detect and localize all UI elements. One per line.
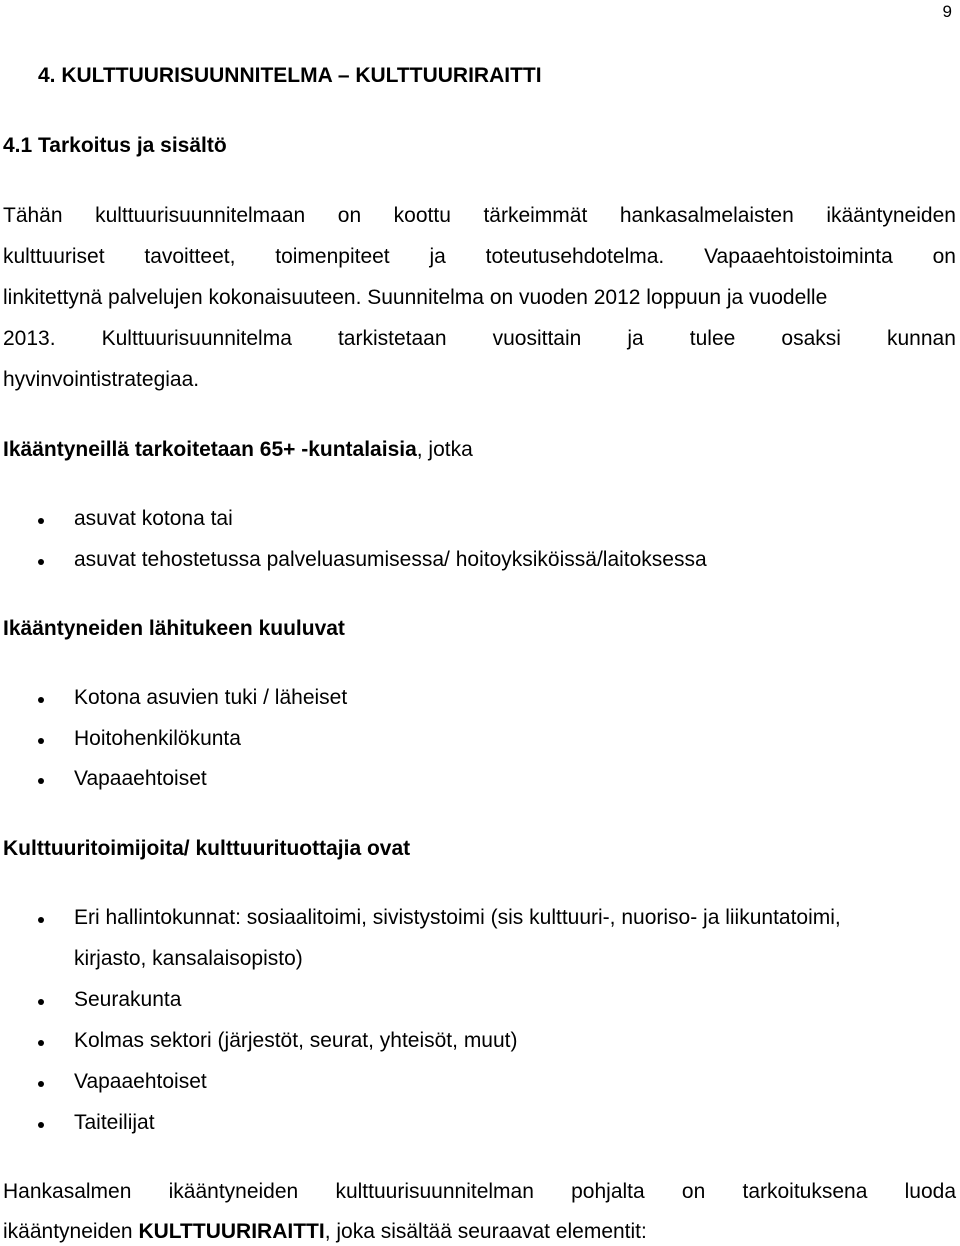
- intro-line-5: hyvinvointistrategiaa.: [3, 368, 200, 391]
- word: ikääntyneiden: [168, 1180, 299, 1203]
- list-item-text: Hoitohenkilökunta: [74, 727, 241, 750]
- bullet-icon: [38, 999, 44, 1005]
- word: 2013.: [3, 327, 56, 350]
- list-item-text: asuvat tehostetussa palveluasumisessa/ hoitoyksiköissä/laitoksessa: [74, 548, 707, 571]
- word: vuosittain: [492, 327, 582, 350]
- intro-line-2: [3, 245, 956, 269]
- bullet-icon: [38, 1081, 44, 1087]
- word: on: [932, 245, 956, 268]
- list-item-text: Vapaaehtoiset: [74, 1070, 207, 1093]
- word: toteutusehdotelma.: [485, 245, 665, 268]
- word: ja: [429, 245, 446, 268]
- word: kulttuurisuunnitelman: [335, 1180, 534, 1203]
- bullet-icon: [38, 1122, 44, 1128]
- elderly-lead: [3, 438, 956, 462]
- bullet-icon: [38, 559, 44, 565]
- word: tarkoituksena: [742, 1180, 868, 1203]
- word: kulttuuriset: [3, 245, 105, 268]
- word: Vapaaehtoistoiminta: [704, 245, 893, 268]
- bullet-icon: [38, 917, 44, 923]
- closing-line-1: [3, 1180, 956, 1204]
- chapter-heading: 4. KULTTUURISUUNNITELMA – KULTTUURIRAITTI: [38, 64, 542, 87]
- close-support-heading: Ikääntyneiden lähitukeen kuuluvat: [3, 617, 345, 640]
- intro-line-1: [3, 204, 956, 228]
- word: Tähän: [3, 204, 63, 227]
- word: osaksi: [781, 327, 841, 350]
- list-item-text: Kolmas sektori (järjestöt, seurat, yhteisöt, muut): [74, 1029, 518, 1052]
- list-item-text: asuvat kotona tai: [74, 507, 233, 530]
- kulttuuriraitti-term: KULTTUURIRAITTI: [138, 1220, 325, 1243]
- word: kulttuurisuunnitelmaan: [95, 204, 306, 227]
- closing-text: ikääntyneiden: [3, 1220, 139, 1243]
- word: tulee: [689, 327, 736, 350]
- bullet-icon: [38, 518, 44, 524]
- bullet-icon: [38, 697, 44, 703]
- word: Hankasalmen: [3, 1180, 132, 1203]
- word: hankasalmelaisten: [619, 204, 794, 227]
- word: on: [681, 1180, 706, 1203]
- word: tavoitteet,: [144, 245, 236, 268]
- closing-text: , joka sisältää seuraavat elementit:: [324, 1220, 647, 1243]
- actors-heading: Kulttuuritoimijoita/ kulttuurituottajia ovat: [3, 837, 411, 860]
- elderly-lead-bold: Ikääntyneillä tarkoitetaan 65+ -kuntalaisia: [3, 438, 417, 461]
- word: luoda: [904, 1180, 956, 1203]
- closing-line-2: [3, 1220, 956, 1244]
- intro-line-3: linkitettynä palvelujen kokonaisuuteen. Suunnitelma on vuoden 2012 loppuun ja vuodelle: [3, 286, 828, 309]
- list-item-text: Kotona asuvien tuki / läheiset: [74, 686, 348, 709]
- word: toimenpiteet: [275, 245, 390, 268]
- page-number: 9: [942, 2, 952, 21]
- word: on: [337, 204, 362, 227]
- elderly-lead-rest: , jotka: [416, 438, 473, 461]
- word: kunnan: [887, 327, 956, 350]
- bullet-icon: [38, 778, 44, 784]
- list-item-text: Eri hallintokunnat: sosiaalitoimi, sivistystoimi (sis kulttuuri-, nuoriso- ja liikuntatoimi,: [74, 906, 841, 929]
- list-item-text: kirjasto, kansalaisopisto): [74, 947, 303, 970]
- word: pohjalta: [571, 1180, 645, 1203]
- list-item-text: Taiteilijat: [74, 1111, 155, 1134]
- list-item-text: Seurakunta: [74, 988, 182, 1011]
- word: Kulttuurisuunnitelma: [101, 327, 292, 350]
- bullet-icon: [38, 1040, 44, 1046]
- word: ikääntyneiden: [826, 204, 956, 227]
- word: ja: [627, 327, 644, 350]
- word: koottu: [393, 204, 451, 227]
- word: tarkistetaan: [337, 327, 447, 350]
- list-item-text: Vapaaehtoiset: [74, 767, 207, 790]
- word: tärkeimmät: [483, 204, 588, 227]
- section-heading: 4.1 Tarkoitus ja sisältö: [3, 134, 227, 157]
- bullet-icon: [38, 738, 44, 744]
- intro-line-4: [3, 327, 956, 351]
